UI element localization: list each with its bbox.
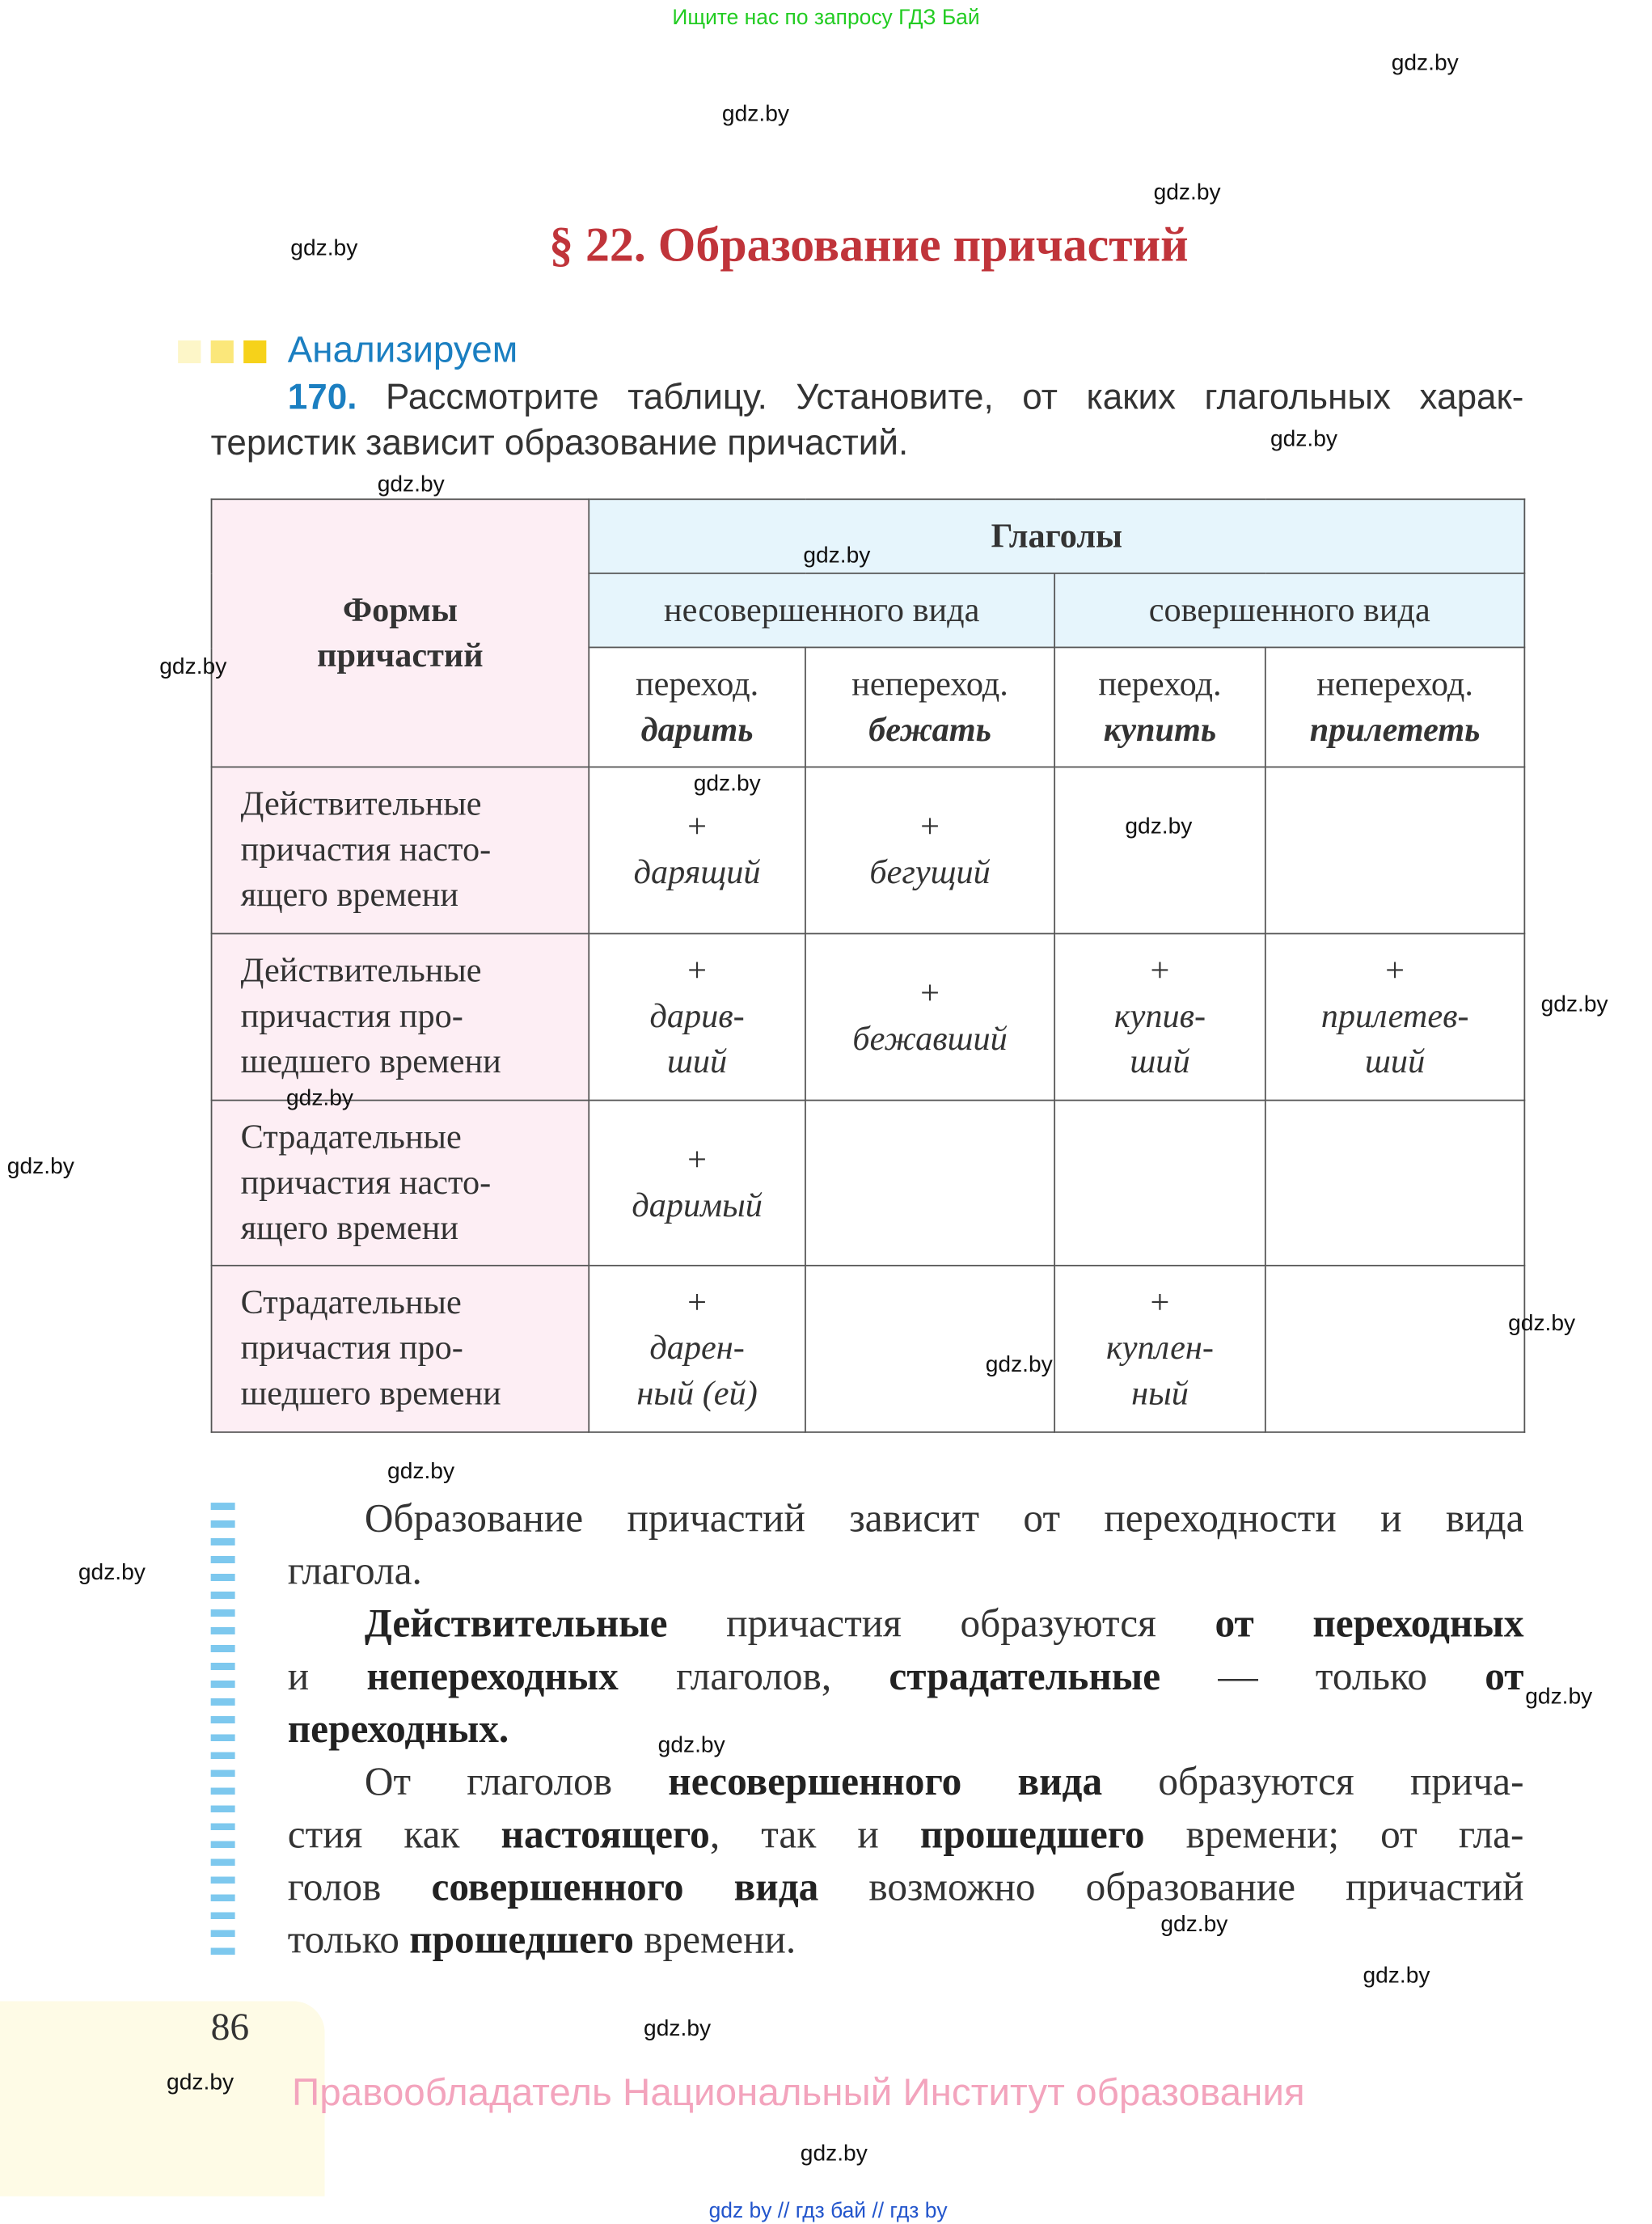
watermark: gdz.by <box>286 1086 354 1111</box>
table-cell: + даримый <box>589 1101 805 1266</box>
watermark: gdz.by <box>693 772 761 797</box>
watermark: gdz.by <box>78 1561 146 1586</box>
watermark: gdz.by <box>1363 1964 1430 1989</box>
text-run: времени. <box>633 1918 796 1963</box>
watermark: gdz.by <box>800 2142 868 2167</box>
table-row <box>212 1101 1525 1266</box>
paragraph-line <box>288 1862 1524 1914</box>
table-cell: + дарящий <box>589 767 805 933</box>
bold-term: настоящего <box>501 1813 710 1858</box>
paragraph-line <box>288 1703 1524 1756</box>
watermark: gdz.by <box>387 1460 455 1485</box>
watermark: gdz.by <box>290 236 358 261</box>
watermark: gdz.by <box>1391 51 1459 76</box>
verb-subheader: непереход. прилететь <box>1265 647 1525 767</box>
text-run: От глаголов <box>364 1760 669 1805</box>
bold-term: страдательные <box>889 1655 1161 1700</box>
text-run: времени; от гла- <box>1144 1813 1524 1858</box>
page-title: § 22. Образование причастий <box>549 219 1189 273</box>
task-text <box>211 374 1524 466</box>
table-cell <box>805 1101 1054 1266</box>
table-cell: + прилетев- ший <box>1265 933 1525 1100</box>
watermark: gdz.by <box>1540 992 1608 1017</box>
section-heading: Анализируем <box>287 328 518 370</box>
watermark: gdz.by <box>985 1353 1053 1378</box>
corner-header: Формы причастий <box>212 499 589 767</box>
text-run: и <box>287 1655 367 1700</box>
watermark: gdz.by <box>644 2016 712 2041</box>
bold-term: непереходных <box>366 1655 619 1700</box>
row-label: Страдательные причастия про- шедшего времени <box>212 1266 589 1432</box>
bold-term: прошедшего <box>409 1918 634 1963</box>
table-cell <box>1054 1101 1265 1266</box>
text-run: стия как <box>287 1813 501 1858</box>
rule-paragraph <box>288 1493 1524 1967</box>
page-number: 86 <box>210 2005 250 2049</box>
watermark: gdz.by <box>1525 1685 1593 1710</box>
copyright-notice: Правообладатель Национальный Институт образования <box>292 2070 1305 2114</box>
text-run: образуются прича- <box>1102 1760 1524 1805</box>
paragraph-line <box>288 1809 1524 1862</box>
table-cell <box>1265 767 1525 933</box>
aspect-header: совершенного вида <box>1054 573 1524 648</box>
bold-term: переходных. <box>287 1707 509 1753</box>
row-label: Действительные причастия про- шедшего времени <box>212 933 589 1100</box>
text-run: возможно образование причастий <box>818 1866 1524 1910</box>
watermark: gdz.by <box>1270 427 1338 452</box>
watermark: gdz.by <box>159 655 227 680</box>
table-cell: + дарив- ший <box>589 933 805 1100</box>
watermark: gdz.by <box>1160 1913 1228 1938</box>
table-cell: + дарен- ный (ей) <box>589 1266 805 1432</box>
bold-term: совершенного вида <box>431 1866 819 1910</box>
table-cell: + бежавший <box>805 933 1054 1100</box>
text-run: только <box>287 1918 410 1963</box>
bold-term: прошедшего <box>919 1813 1145 1858</box>
watermark: gdz.by <box>803 543 871 569</box>
table-cell <box>805 1266 1054 1432</box>
row-label: Действительные причастия насто- ящего времени <box>212 767 589 933</box>
verb-subheader: переход. дарить <box>589 647 805 767</box>
text-run: Образование причастий зависит от переходности и вида <box>364 1497 1524 1541</box>
paragraph-line <box>288 1757 1524 1809</box>
paragraph-line <box>288 1545 1524 1598</box>
watermark: gdz.by <box>1125 814 1193 839</box>
bold-term: несовершенного вида <box>668 1760 1103 1805</box>
table-row <box>212 933 1525 1100</box>
verb-subheader: переход. купить <box>1054 647 1265 767</box>
paragraph-line <box>288 1598 1524 1651</box>
watermark: gdz.by <box>1508 1312 1576 1337</box>
table-cell <box>1265 1101 1525 1266</box>
paragraph-line <box>288 1493 1524 1545</box>
table-cell: + бегущий <box>805 767 1054 933</box>
task-line: теристик зависит образование причастий. <box>210 423 909 463</box>
watermark: gdz.by <box>167 2070 234 2095</box>
watermark: gdz.by <box>657 1733 725 1758</box>
table-row <box>212 767 1525 933</box>
footer-links: gdz by // гдз бай // гдз by <box>708 2199 948 2224</box>
text-run: , так и <box>709 1813 920 1858</box>
task-line: Рассмотрите таблицу. Установите, от каких глагольных харак- <box>386 377 1524 418</box>
watermark: gdz.by <box>6 1155 74 1180</box>
table-row <box>212 1266 1525 1432</box>
paragraph-line <box>288 1914 1524 1967</box>
watermark: gdz.by <box>377 472 445 497</box>
rule-marker-stripes <box>211 1503 235 1965</box>
row-label: Страдательные причастия насто- ящего времени <box>212 1101 589 1266</box>
top-note: Ищите нас по запросу ГДЗ Бай <box>672 6 980 30</box>
watermark: gdz.by <box>1153 180 1221 205</box>
watermark: gdz.by <box>721 102 789 127</box>
text-run: причастия образуются <box>667 1602 1215 1647</box>
bold-term: от переходных <box>1215 1602 1524 1647</box>
page-number-box <box>0 2001 325 2196</box>
task-number: 170. <box>287 377 357 418</box>
bold-term: от <box>1485 1655 1524 1700</box>
paragraph-line <box>288 1651 1524 1703</box>
square-icon <box>211 340 234 363</box>
verb-subheader: непереход. бежать <box>805 647 1054 767</box>
text-run: — только <box>1160 1655 1485 1700</box>
table-cell: + купив- ший <box>1054 933 1265 1100</box>
square-icon <box>178 340 201 363</box>
text-run: голов <box>287 1866 432 1910</box>
bold-term: Действительные <box>364 1602 668 1647</box>
participles-table <box>211 498 1526 1432</box>
table-cell <box>1265 1266 1525 1432</box>
square-icon <box>243 340 266 363</box>
text-run: глаголов, <box>618 1655 889 1700</box>
group-header: Глаголы <box>589 499 1524 573</box>
aspect-header: несовершенного вида <box>589 573 1054 648</box>
table-cell: + куплен- ный <box>1054 1266 1265 1432</box>
text-run: глагола. <box>287 1550 422 1594</box>
table-cell <box>1054 767 1265 933</box>
